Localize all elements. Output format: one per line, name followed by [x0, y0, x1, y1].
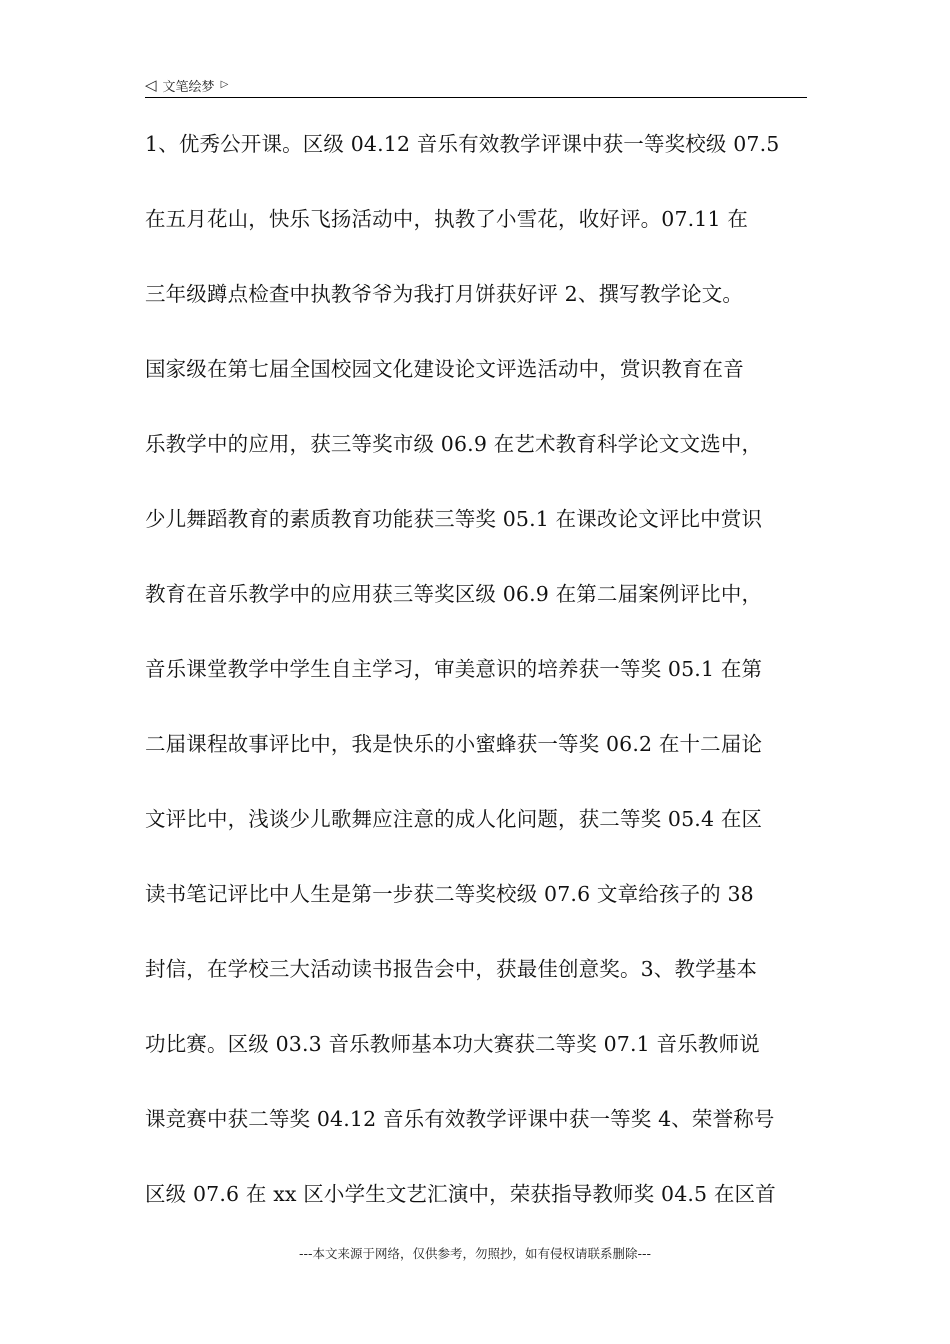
body-line: 功比赛。区级 03.3 音乐教师基本功大赛获二等奖 07.1 音乐教师说: [145, 1032, 760, 1056]
triangle-left-icon: ◁: [145, 75, 157, 94]
body-line: 在五月花山，快乐飞扬活动中，执教了小雪花，收好评。07.11 在: [145, 207, 749, 231]
body-line: 1、优秀公开课。区级 04.12 音乐有效教学评课中获一等奖校级 07.5: [145, 132, 780, 156]
body-line: 读书笔记评比中人生是第一步获二等奖校级 07.6 文章给孩子的 38: [145, 882, 754, 906]
page-header: [145, 74, 807, 96]
body-line: 教育在音乐教学中的应用获三等奖区级 06.9 在第二届案例评比中，: [145, 582, 763, 606]
body-line: 三年级蹲点检查中执教爷爷为我打月饼获好评 2、撰写教学论文。: [145, 282, 744, 306]
body-line: 课竞赛中获二等奖 04.12 音乐有效教学评课中获一等奖 4、荣誉称号: [145, 1107, 775, 1131]
body-line: 区级 07.6 在 xx 区小学生文艺汇演中，荣获指导教师奖 04.5 在区首: [145, 1182, 776, 1206]
body-line: 乐教学中的应用，获三等奖市级 06.9 在艺术教育科学论文文选中，: [145, 432, 763, 456]
body-line: 二届课程故事评比中，我是快乐的小蜜蜂获一等奖 06.2 在十二届论: [145, 732, 763, 756]
body-line: 国家级在第七届全国校园文化建设论文评选活动中，赏识教育在音: [145, 357, 744, 381]
body-line: 文评比中，浅谈少儿歌舞应注意的成人化问题，获二等奖 05.4 在区: [145, 807, 763, 831]
header-divider: [145, 97, 807, 98]
footer-disclaimer: ---本文来源于网络，仅供参考，勿照抄，如有侵权请联系删除---: [298, 1246, 652, 1261]
body-line: 音乐课堂教学中学生自主学习，审美意识的培养获一等奖 05.1 在第: [145, 657, 763, 681]
triangle-right-icon: ▷: [220, 79, 229, 90]
body-line: 少儿舞蹈教育的素质教育功能获三等奖 05.1 在课改论文评比中赏识: [145, 507, 763, 531]
body-line: 封信，在学校三大活动读书报告会中，获最佳创意奖。3、教学基本: [145, 957, 758, 981]
header-title: 文笔绘梦: [162, 79, 215, 95]
document-body: [145, 123, 810, 1248]
